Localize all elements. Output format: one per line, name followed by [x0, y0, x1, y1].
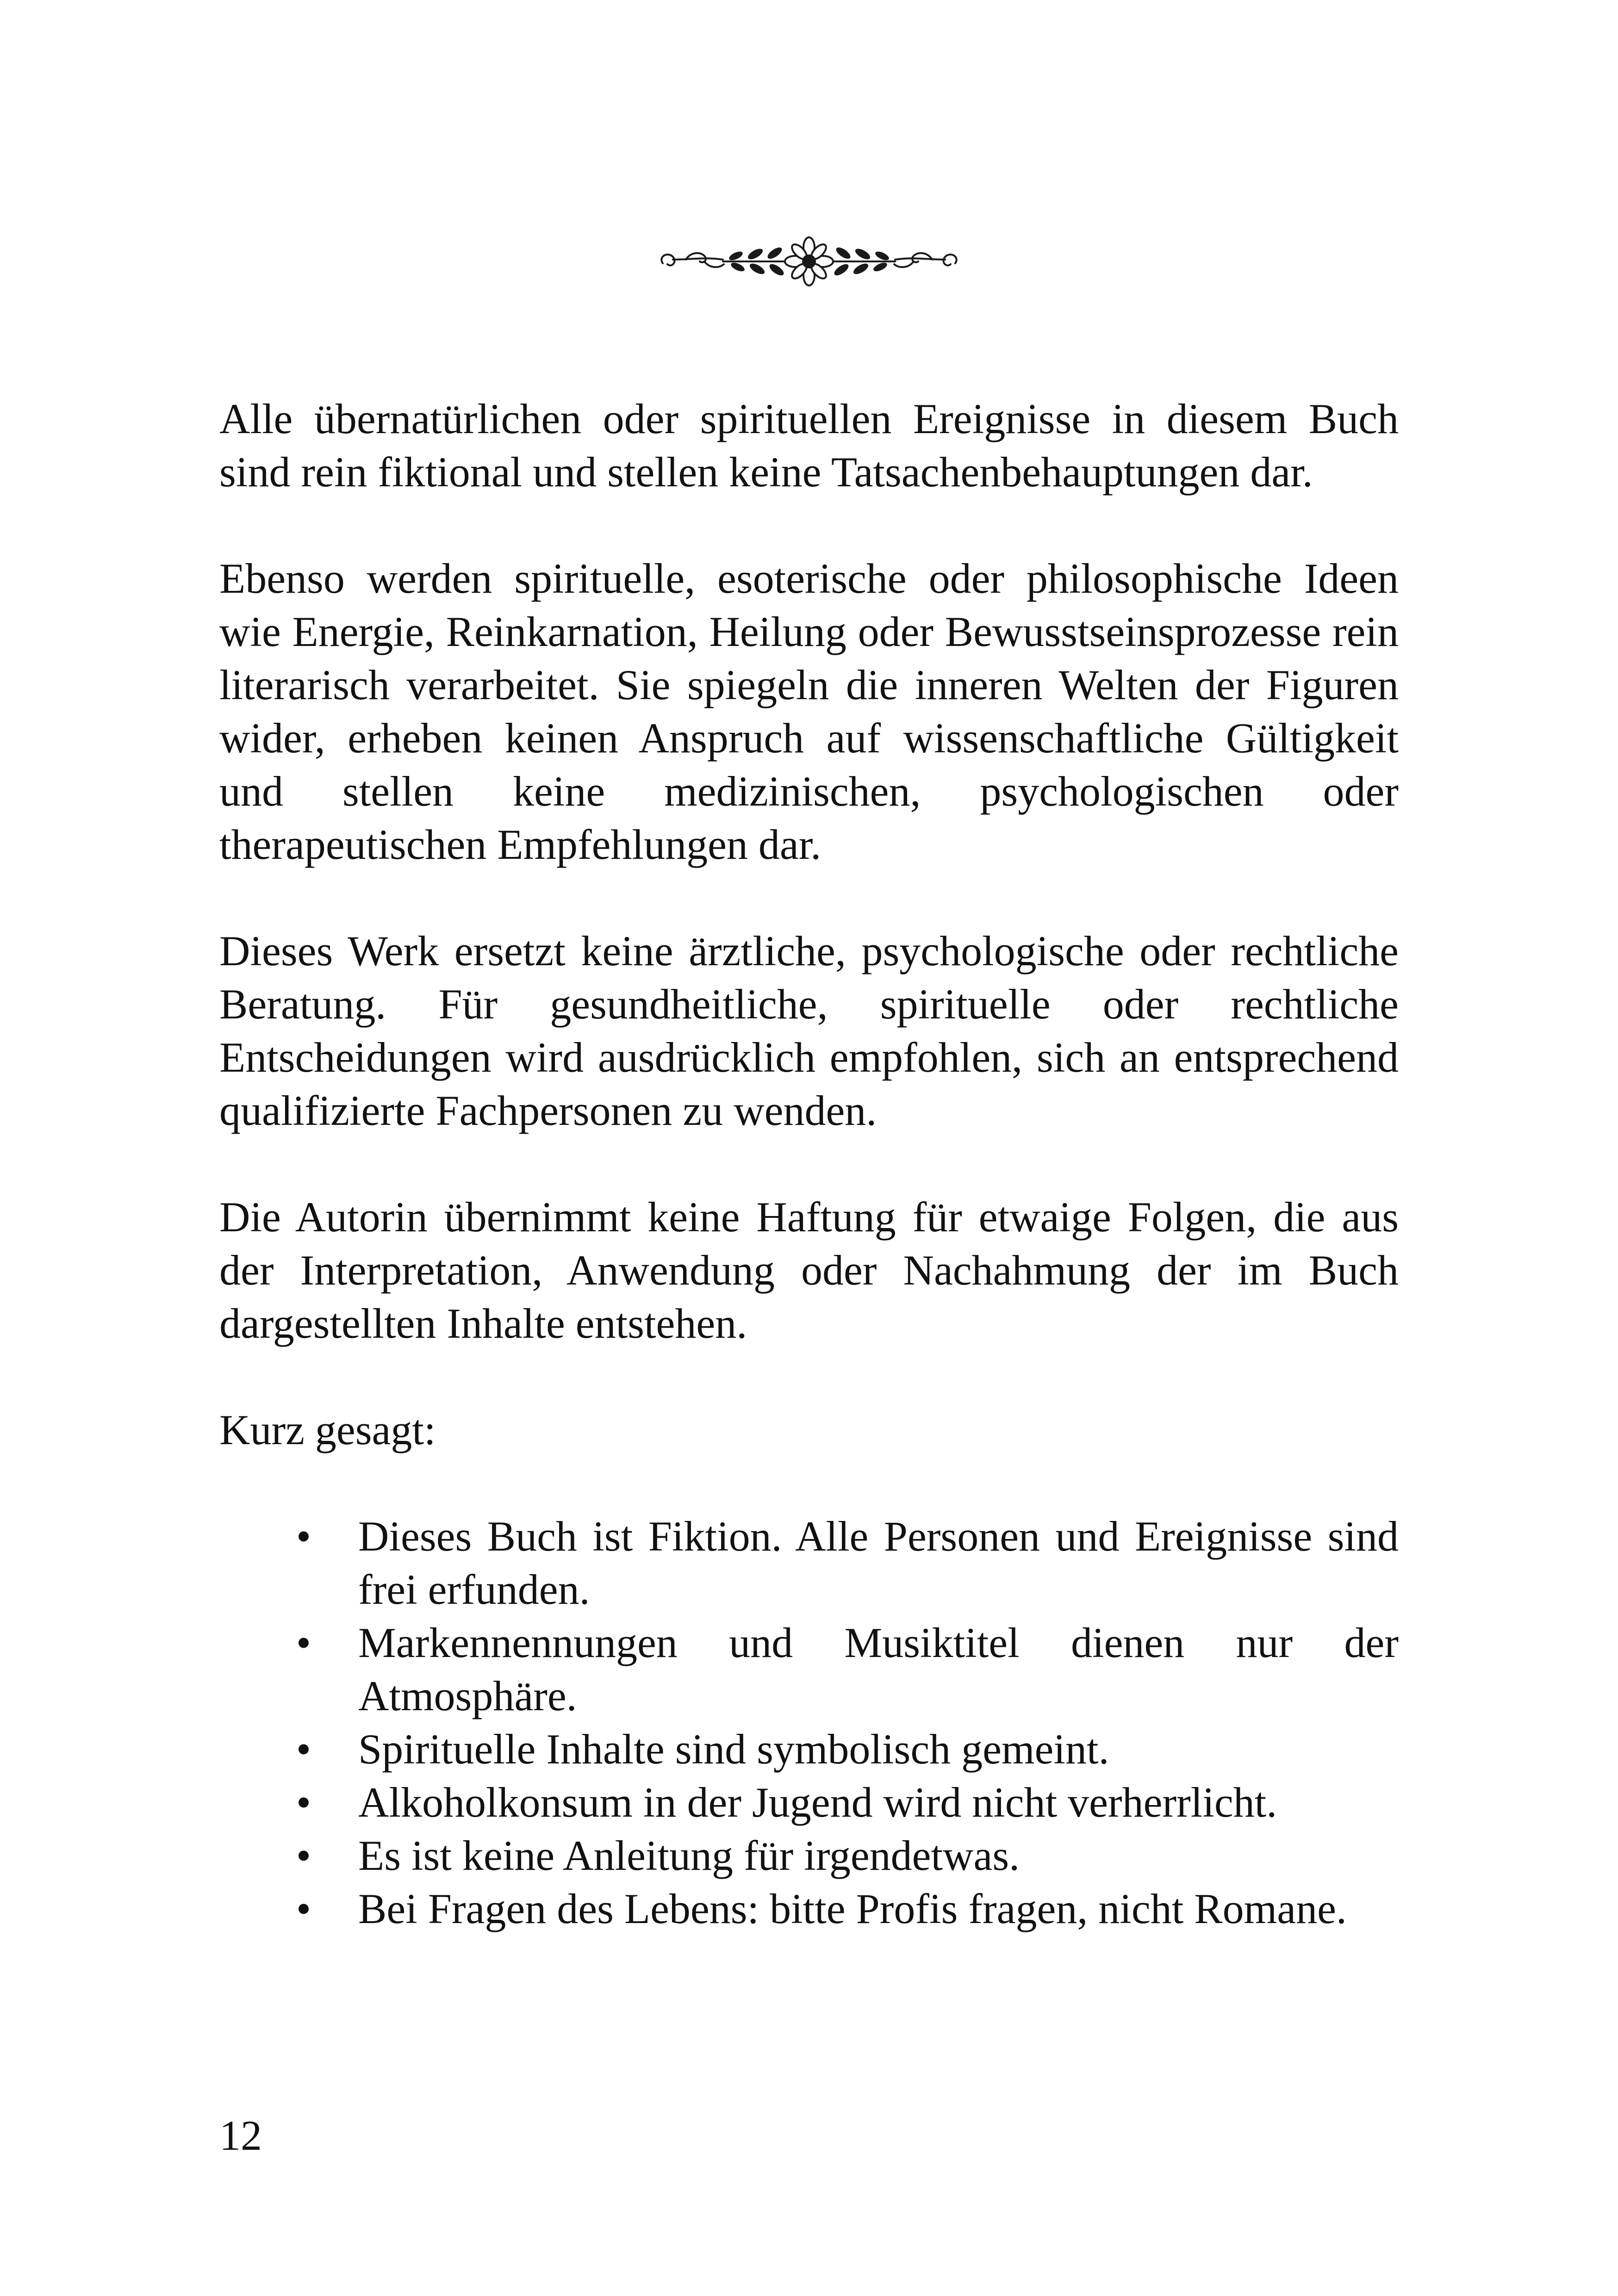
- list-item-text: Markennennungen und Musiktitel dienen nur der Atmosphäre.: [358, 1619, 1399, 1719]
- list-item: [219, 1510, 1399, 1616]
- list-item: [219, 1776, 1399, 1829]
- bullet-icon: •: [296, 1513, 311, 1560]
- list-item: [219, 1882, 1399, 1936]
- paragraph-spiritual-ideas: Ebenso werden spirituelle, esoterische oder philosophische Ideen wie Energie, Reinkarnation, Heilung oder Bewusstseinsprozesse rein literarisch verarbeitet. Sie spiegeln die inneren Welten der Figuren wider, erheben keinen Anspruch auf wissenschaftliche Gültigkeit und stellen keine medizinischen, psychologischen oder therapeutischen Empfehlungen dar.: [219, 555, 1399, 868]
- list-item-text: Dieses Buch ist Fiktion. Alle Personen und Ereignisse sind frei erfunden.: [358, 1513, 1399, 1613]
- list-item-text: Alkoholkonsum in der Jugend wird nicht verherrlicht.: [358, 1779, 1277, 1826]
- bullet-icon: •: [296, 1885, 311, 1932]
- list-item: [219, 1829, 1399, 1882]
- paragraph-fiction-notice: Alle übernatürlichen oder spirituellen Ereignisse in diesem Buch sind rein fiktional und stellen keine Tatsachenbehauptungen dar.: [219, 395, 1399, 496]
- paragraph-liability: Die Autorin übernimmt keine Haftung für etwaige Folgen, die aus der Interpretation, Anwendung oder Nachahmung der im Buch dargestellten Inhalte entstehen.: [219, 1193, 1399, 1347]
- list-item: [219, 1723, 1399, 1776]
- list-item: [219, 1616, 1399, 1723]
- bullet-icon: •: [296, 1619, 311, 1666]
- page-number: 12: [219, 2112, 262, 2159]
- body-text: [219, 392, 1399, 1936]
- list-item-text: Bei Fragen des Lebens: bitte Profis fragen, nicht Romane.: [358, 1885, 1347, 1932]
- paragraph-no-advice: Dieses Werk ersetzt keine ärztliche, psychologische oder rechtliche Beratung. Für gesundheitliche, spirituelle oder rechtliche Entscheidungen wird ausdrücklich empfohlen, sich an entsprechend qualifizierte Fachpersonen zu wenden.: [219, 927, 1399, 1134]
- floral-ornament-icon: [653, 229, 965, 294]
- bullet-icon: •: [296, 1779, 311, 1826]
- list-item-text: Spirituelle Inhalte sind symbolisch gemeint.: [358, 1725, 1109, 1773]
- list-item-text: Es ist keine Anleitung für irgendetwas.: [358, 1832, 1020, 1879]
- bullet-icon: •: [296, 1725, 311, 1773]
- summary-list: [219, 1510, 1399, 1936]
- bullet-icon: •: [296, 1832, 311, 1879]
- paragraph-summary-intro: Kurz gesagt:: [219, 1406, 436, 1453]
